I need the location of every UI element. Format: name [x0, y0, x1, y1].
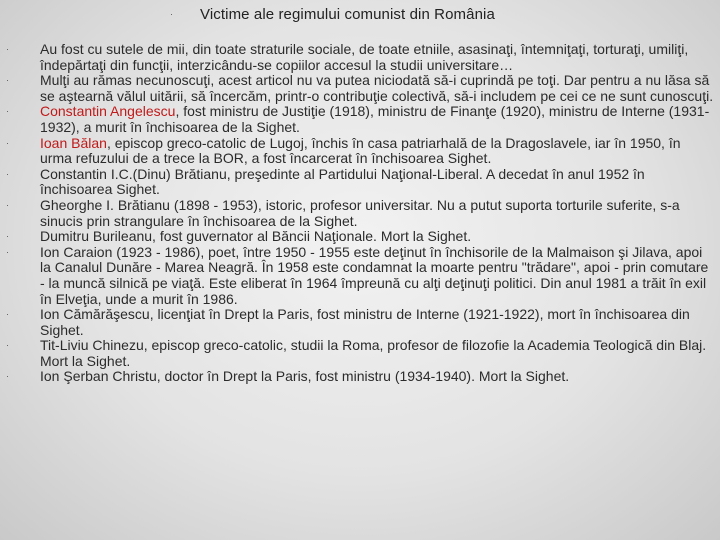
- bullet-icon: ·: [6, 44, 9, 54]
- list-item: [0, 73, 720, 104]
- bullet-icon: ·: [6, 199, 9, 210]
- item-text: , fost ministru de Justiţie (1918), ministru de Finanţe (1920), ministru de Interne (1931-1932), a murit în închisoarea de la Sighet.: [40, 103, 710, 135]
- item-text: Ion Şerban Christu, doctor în Drept la Paris, fost ministru (1934-1940). Mort la Sighet.: [40, 368, 570, 385]
- bullet-icon: ·: [6, 137, 9, 148]
- list-item: [0, 338, 720, 369]
- item-text: Au fost cu sutele de mii, din toate straturile sociale, de toate etniile, asasinaţi, întemniţaţi, torturaţi, umiliţi, îndepărtaţi din funcţii, interzicându-se copiilor accesul la studii universitare…: [40, 41, 689, 73]
- bullet-icon: ·: [6, 231, 9, 242]
- list-item: [0, 369, 720, 385]
- bullet-icon: ·: [6, 371, 9, 382]
- list-item: [0, 229, 720, 245]
- bullet-icon: ·: [6, 309, 9, 320]
- item-text: Gheorghe I. Brătianu (1898 - 1953), istoric, profesor universitar. Nu a putut suporta torturile suferite, s-a sinucis prin strangulare în închisoarea de la Sighet.: [40, 196, 680, 229]
- bullet-icon: ·: [170, 9, 173, 19]
- bullet-icon: ·: [6, 246, 9, 257]
- bullet-icon: ·: [6, 340, 9, 351]
- person-link[interactable]: Constantin Angelescu: [40, 103, 176, 120]
- item-text: Dumitru Burileanu, fost guvernator al Băncii Naţionale. Mort la Sighet.: [40, 228, 472, 245]
- list-item: [0, 136, 720, 167]
- list-item: [0, 307, 720, 338]
- item-text: Constantin I.C.(Dinu) Brătianu, preşedinte al Partidului Naţional-Liberal. A decedat în anul 1952 în închisoarea Sighet.: [40, 165, 645, 198]
- list-item: [0, 198, 720, 229]
- person-link[interactable]: Ioan Bălan: [40, 134, 107, 151]
- title-row: [170, 4, 495, 24]
- bullet-icon: ·: [6, 75, 9, 86]
- list-item: [0, 245, 720, 307]
- item-text: , episcop greco-catolic de Lugoj, închis în casa patriarhală de la Dragoslavele, iar în 1950, în urma refuzului de a trece la BOR, a fost încarcerat în închisoarea Sighet.: [40, 134, 681, 167]
- list-item: [0, 42, 720, 73]
- list-item: [0, 104, 720, 135]
- victims-list: [0, 42, 720, 385]
- item-text: Mulţi au rămas necunoscuţi, acest articol nu va putea niciodată să-i cuprindă pe toţi. Dar pentru a nu lăsa să se aştearnă vălul uitării, să încercăm, printr-o contribuţie colectivă, să-i includem pe cei ce ne sunt cunoscuţi.: [40, 72, 714, 104]
- list-item: [0, 167, 720, 198]
- bullet-icon: ·: [6, 168, 9, 179]
- item-text: Ion Caraion (1923 - 1986), poet, între 1950 - 1955 este deţinut în închisorile de la Malmaison şi Jilava, apoi la Canalul Dunăre - Marea Neagră. În 1958 este condamnat la moarte pentru "trădare", apoi - prin comutare - la muncă silnică pe viaţă. Este eliberat în 1964 împreună cu alţi deţinuţi politici. Din anul 1981 a trăit în exil în Elveţia, unde a murit în 1986.: [40, 243, 709, 307]
- bullet-icon: ·: [6, 106, 9, 117]
- item-text: Ion Cămărăşescu, licenţiat în Drept la Paris, fost ministru de Interne (1921-1922), mort în închisoarea din Sighet.: [40, 306, 690, 338]
- item-text: Tit-Liviu Chinezu, episcop greco-catolic, studii la Roma, profesor de filozofie la Academia Teologică din Blaj. Mort la Sighet.: [40, 337, 707, 369]
- page-title: Victime ale regimului comunist din România: [200, 5, 495, 23]
